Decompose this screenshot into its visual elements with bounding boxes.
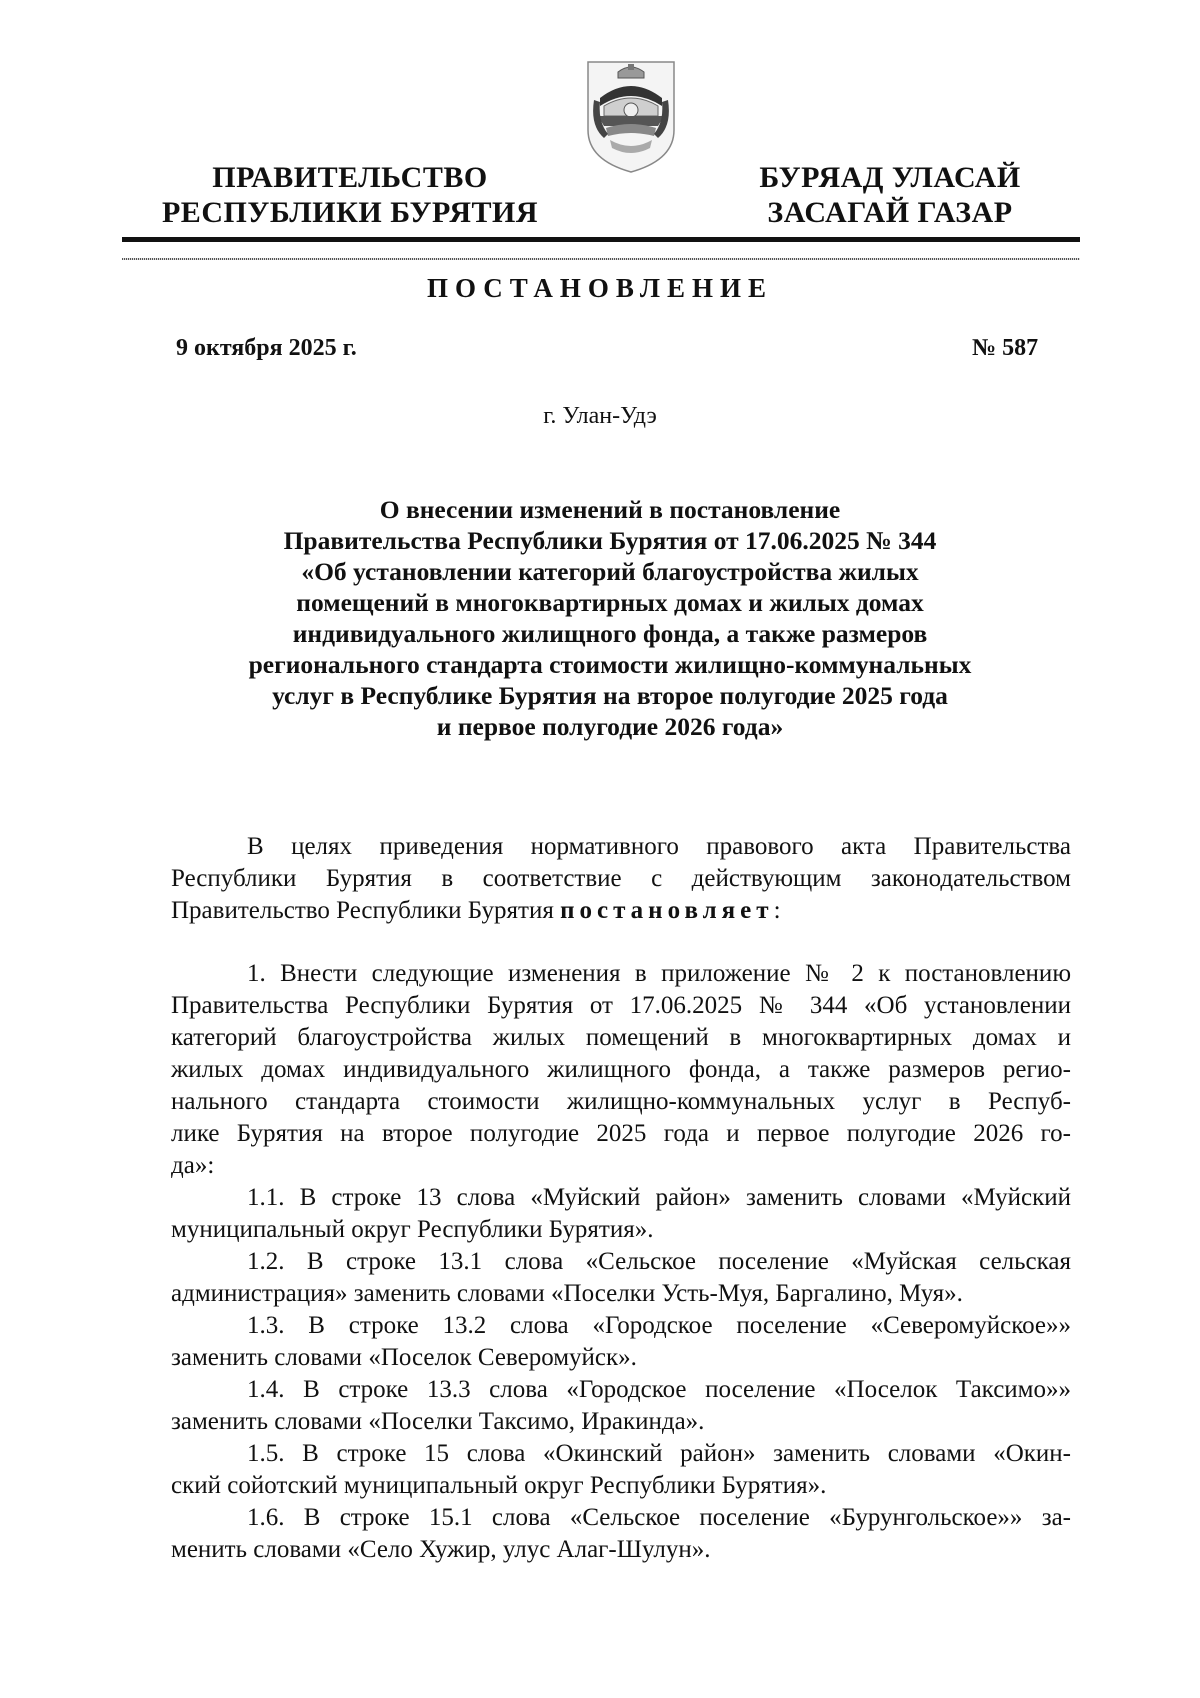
preamble-suffix: :	[773, 897, 781, 924]
title-line: Правительства Республики Бурятия от 17.06.2025 № 344	[283, 526, 937, 555]
clause-line: жилых домах индивидуального жилищного фонда, а также размеров регио-	[171, 1056, 1071, 1083]
clause-line: лике Бурятия на второе полугодие 2025 года и первое полугодие 2026 го-	[171, 1120, 1071, 1147]
title-line: «Об установлении категорий благоустройства жилых	[301, 557, 919, 586]
coat-of-arms-emblem	[584, 56, 678, 174]
subclause-line: заменить словами «Поселок Северомуйск».	[171, 1344, 637, 1371]
subclause-line: 1.4. В строке 13.3 слова «Городское поселение «Поселок Таксимо»»	[247, 1376, 1071, 1403]
subclause-line: 1.2. В строке 13.1 слова «Сельское поселение «Муйская сельская	[247, 1248, 1071, 1275]
subclause-line: ский сойотский муниципальный округ Республики Бурятия».	[171, 1472, 827, 1499]
subclause-line: заменить словами «Поселки Таксимо, Иракинда».	[171, 1408, 705, 1435]
document-date: 9 октября 2025 г.	[176, 335, 357, 361]
header-right	[740, 160, 1040, 230]
document-title	[160, 494, 1060, 742]
document-number: № 587	[972, 335, 1039, 361]
preamble-line: В целях приведения нормативного правового акта Правительства	[247, 833, 1071, 860]
header-divider-thick	[122, 237, 1080, 242]
clause-line: 1. Внести следующие изменения в приложение № 2 к постановлению	[247, 960, 1071, 987]
title-line: регионального стандарта стоимости жилищно-коммунальных	[248, 650, 972, 679]
title-line: индивидуального жилищного фонда, а также размеров	[292, 619, 928, 648]
preamble-decree-word: постановляет	[560, 897, 774, 924]
clause-line: нального стандарта стоимости жилищно-коммунальных услуг в Респуб-	[171, 1088, 1071, 1115]
subclause-line: 1.5. В строке 15 слова «Окинский район» заменить словами «Окин-	[247, 1440, 1071, 1467]
subclause-line: менить словами «Село Хужир, улус Алаг-Шулун».	[171, 1536, 711, 1563]
subclause-line: 1.3. В строке 13.2 слова «Городское поселение «Северомуйское»»	[247, 1312, 1071, 1339]
clause-line: да»:	[171, 1152, 215, 1179]
title-line: помещений в многоквартирных домах и жилых домах	[296, 588, 924, 617]
header-left-line1: ПРАВИТЕЛЬСТВО	[212, 161, 488, 194]
subclause-line: администрация» заменить словами «Поселки Усть-Муя, Баргалино, Муя».	[171, 1280, 963, 1307]
preamble-line: Республики Бурятия в соответствие с действующим законодательством	[171, 865, 1071, 892]
clause-line: Правительства Республики Бурятия от 17.06.2025 № 344 «Об установлении	[171, 992, 1071, 1019]
subclauses	[171, 1182, 1071, 1566]
document-city: г. Улан-Удэ	[543, 403, 657, 429]
header-right-line2: ЗАСАГАЙ ГАЗАР	[767, 196, 1013, 229]
subclause-line: 1.1. В строке 13 слова «Муйский район» заменить словами «Муйский	[247, 1184, 1071, 1211]
clause-line: категорий благоустройства жилых помещений в многоквартирных домах и	[171, 1024, 1071, 1051]
preamble-prefix: Правительство Республики Бурятия	[171, 897, 561, 924]
header-left-line2: РЕСПУБЛИКИ БУРЯТИЯ	[161, 196, 539, 229]
header-divider-thin	[122, 258, 1080, 260]
title-line: услуг в Республике Бурятия на второе полугодие 2025 года	[272, 681, 948, 710]
preamble	[171, 831, 1071, 927]
title-line: О внесении изменений в постановление	[379, 495, 841, 524]
header-right-line1: БУРЯАД УЛАСАЙ	[759, 161, 1021, 194]
subclause-line: 1.6. В строке 15.1 слова «Сельское поселение «Бурунгольское»» за-	[247, 1504, 1071, 1531]
subclause-line: муниципальный округ Республики Бурятия».	[171, 1216, 654, 1243]
title-line: и первое полугодие 2026 года»	[436, 712, 784, 741]
clause-1	[171, 958, 1071, 1182]
preamble-line-last	[171, 895, 1071, 927]
document-type: ПОСТАНОВЛЕНИЕ	[426, 273, 774, 303]
header-left	[160, 160, 540, 230]
